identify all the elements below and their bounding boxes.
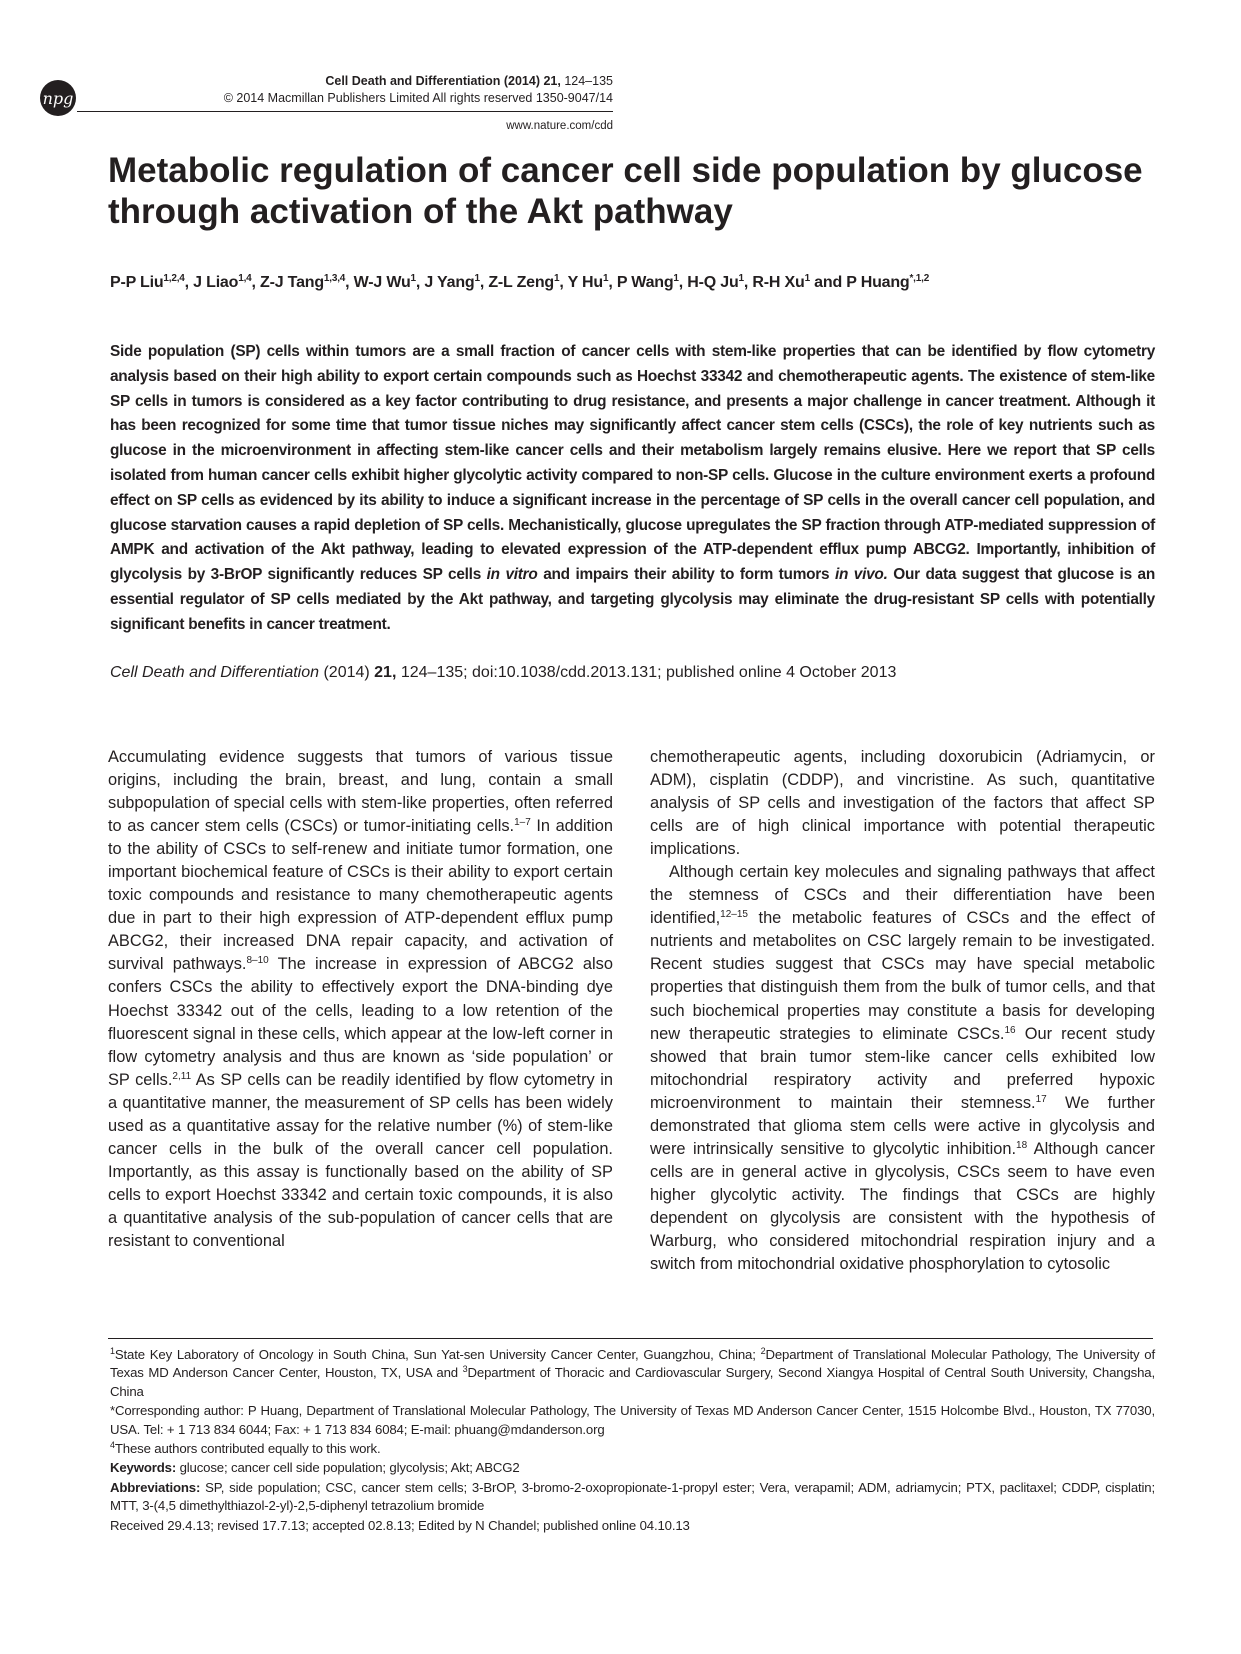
author: P Wang$^1$, (616, 273, 688, 291)
journal-pages: 124–135 (564, 74, 613, 88)
body-paragraph: Accumulating evidence suggests that tumors of various tissue origins, including the brain, breast, and lung, contain a small subpopulation of special cells with stem-like properties, often referred to as cancer stem cells (CSCs) or tumor-initiating cells.$^{1-7}$ In addition to the ability of CSCs to self-renew and initiate tumor formation, one important biochemical feature of CSCs is their ability to export certain toxic compounds and resistance to many chemotherapeutic agents due in part to their high expression of ATP-dependent efflux pump ABCG2, their increased DNA repair capacity, and activation of survival pathways.$^{8-10}$ The increase in expression of ABCG2 also confers CSCs the ability to effectively export the DNA-binding dye Hoechst 33342 out of the cells, leading to a low retention of the fluorescent signal in these cells, which appear at the low-left corner in flow cytometry analysis and thus are known as ‘side population’ or SP cells.$^{2,11}$ As SP cells can be readily identified by flow cytometry in a quantitative manner, the measurement of SP cells has been widely used as a quantitative assay for the relative number (%) of stem-like cancer cells in the bulk of the overall cancer cell population. Importantly, as this assay is functionally based on the ability of SP cells to export Hoechst 33342 and certain toxic compounds, it is also a quantitative analysis of the sub-population of cancer cells that are resistant to conventional (108, 748, 614, 1250)
author: Y Hu$^1$, (567, 273, 617, 291)
author-list (110, 274, 1150, 292)
reference-marker[interactable]: 12–15 (720, 909, 748, 921)
journal-url[interactable]: www.nature.com/cdd (506, 120, 613, 132)
reference-marker[interactable]: 16 (1004, 1024, 1016, 1036)
body-column-left (108, 746, 613, 1253)
author: W-J Wu$^1$, (353, 273, 425, 291)
corresponding-author: *Corresponding author: P Huang, Department of Translational Molecular Pathology, The University of Texas MD Anderson Cancer Center, 1515 Holcombe Blvd., Houston, TX 77030, USA. Tel: + 1 713 834 6044; Fax: + 1 713 834 6084; E-mail: phuang@mdanderson.org (110, 1403, 1155, 1437)
article-title: Metabolic regulation of cancer cell side population by glucose through activation of the Akt pathway (108, 151, 1143, 231)
affiliations: $^1$State Key Laboratory of Oncology in South China, Sun Yat-sen University Cancer Center, Guangzhou, China; $^2$Department of Translational Molecular Pathology, The University of Texas MD Anderson Cancer Center, Houston, TX, USA and $^3$Department of Thoracic and Cardiovascular Surgery, Second Xiangya Hospital of Central South University, Changsha, China (110, 1346, 1155, 1399)
received-dates: Received 29.4.13; revised 17.7.13; accepted 02.8.13; Edited by N Chandel; published online 04.10.13 (110, 1517, 690, 1533)
author: Z-L Zeng$^1$, (488, 273, 568, 291)
body-paragraph: chemotherapeutic agents, including doxorubicin (Adriamycin, or ADM), cisplatin (CDDP), and vincristine. As such, quantitative analysis of SP cells and investigation of the factors that affect SP cells are of high clinical importance with potential therapeutic implications. (650, 748, 1155, 859)
author: H-Q Ju$^1$, (687, 273, 753, 291)
footnotes (110, 1346, 1155, 1536)
reference-marker[interactable]: 8–10 (246, 955, 269, 967)
author: J Yang$^1$, (424, 273, 489, 291)
reference-marker[interactable]: 2,11 (172, 1070, 192, 1082)
journal-line (325, 74, 613, 88)
author: P-P Liu$^{1,2,4}$, (110, 273, 194, 291)
author: P Huang$^{*,1,2}$ (846, 273, 930, 291)
equal-contribution-note: $^4$These authors contributed equally to this work. (110, 1440, 381, 1457)
reference-marker[interactable]: 18 (1016, 1139, 1028, 1151)
journal-name: Cell Death and Differentiation (2014) 21, (325, 74, 561, 88)
npg-logo: npg (40, 80, 76, 116)
author: Z-J Tang$^{1,3,4}$, (260, 273, 354, 291)
body-column-right (650, 746, 1155, 1276)
author: J Liao$^{1,4}$, (193, 273, 261, 291)
citation-line: Cell Death and Differentiation (2014) 21, 124–135; doi:10.1038/cdd.2013.131; published online 4 October 2013 (110, 664, 897, 681)
header-rule (77, 111, 613, 112)
body-paragraph: Although certain key molecules and signaling pathways that affect the stemness of CSCs and their differentiation have been identified,$^{12-15}$ the metabolic features of CSCs and the effect of nutrients and metabolites on CSC largely remain to be investigated. Recent studies suggest that CSCs may have special metabolic properties that distinguish them from the bulk of tumor cells, and that such biochemical properties may constitute a basis for developing new therapeutic strategies to eliminate CSCs.$^{16}$ Our recent study showed that brain tumor stem-like cancer cells exhibited low mitochondrial respiratory activity and preferred hypoxic microenvironment to maintain their stemness.$^{17}$ We further demonstrated that glioma stem cells were active in glycolysis and were intrinsically sensitive to glycolytic inhibition.$^{18}$ Although cancer cells are in general active in glycolysis, CSCs seem to have even higher glycolytic activity. The findings that CSCs are highly dependent on glycolysis are consistent with the hypothesis of Warburg, who considered mitochondrial respiration injury and a switch from mitochondrial oxidative phosphorylation to cytosolic (650, 863, 1155, 1274)
reference-marker[interactable]: 17 (1035, 1093, 1047, 1105)
keywords: Keywords: glucose; cancer cell side population; glycolysis; Akt; ABCG2 (110, 1460, 520, 1476)
reference-marker[interactable]: 1–7 (514, 817, 531, 829)
footnote-rule (108, 1338, 1153, 1339)
abbreviations: Abbreviations: SP, side population; CSC, cancer stem cells; 3-BrOP, 3-bromo-2-oxopropionate-1-propyl ester; Vera, verapamil; ADM, adriamycin; PTX, paclitaxel; CDDP, cisplatin; MTT, 3-(4,5 dimethylthiazol-2-yl)-2,5-diphenyl tetrazolium bromide (110, 1479, 1155, 1514)
abstract: Side population (SP) cells within tumors are a small fraction of cancer cells with stem-like properties that can be identified by flow cytometry analysis based on their high ability to export certain compounds such as Hoechst 33342 and chemotherapeutic agents. The existence of stem-like SP cells in tumors is considered as a key factor contributing to drug resistance, and presents a major challenge in cancer treatment. Although it has been recognized for some time that tumor tissue niches may significantly affect cancer stem cells (CSCs), the role of key nutrients such as glucose in the microenvironment in affecting stem-like cancer cells and their metabolism largely remains elusive. Here we report that SP cells isolated from human cancer cells exhibit higher glycolytic activity compared to non-SP cells. Glucose in the culture environment exerts a profound effect on SP cells as evidenced by its ability to induce a significant increase in the percentage of SP cells in the overall cancer cell population, and glucose starvation causes a rapid depletion of SP cells. Mechanistically, glucose upregulates the SP fraction through ATP-mediated suppression of AMPK and activation of the Akt pathway, leading to elevated expression of the ATP-dependent efflux pump ABCG2. Importantly, inhibition of glycolysis by 3-BrOP significantly reduces SP cells in vitro and impairs their ability to form tumors in vivo. Our data suggest that glucose is an essential regulator of SP cells mediated by the Akt pathway, and targeting glycolysis may eliminate the drug-resistant SP cells with potentially significant benefits in cancer treatment. (110, 343, 1155, 633)
copyright-line: © 2014 Macmillan Publishers Limited All rights reserved 1350-9047/14 (223, 91, 613, 105)
author: R-H Xu$^1$ and (752, 273, 847, 291)
